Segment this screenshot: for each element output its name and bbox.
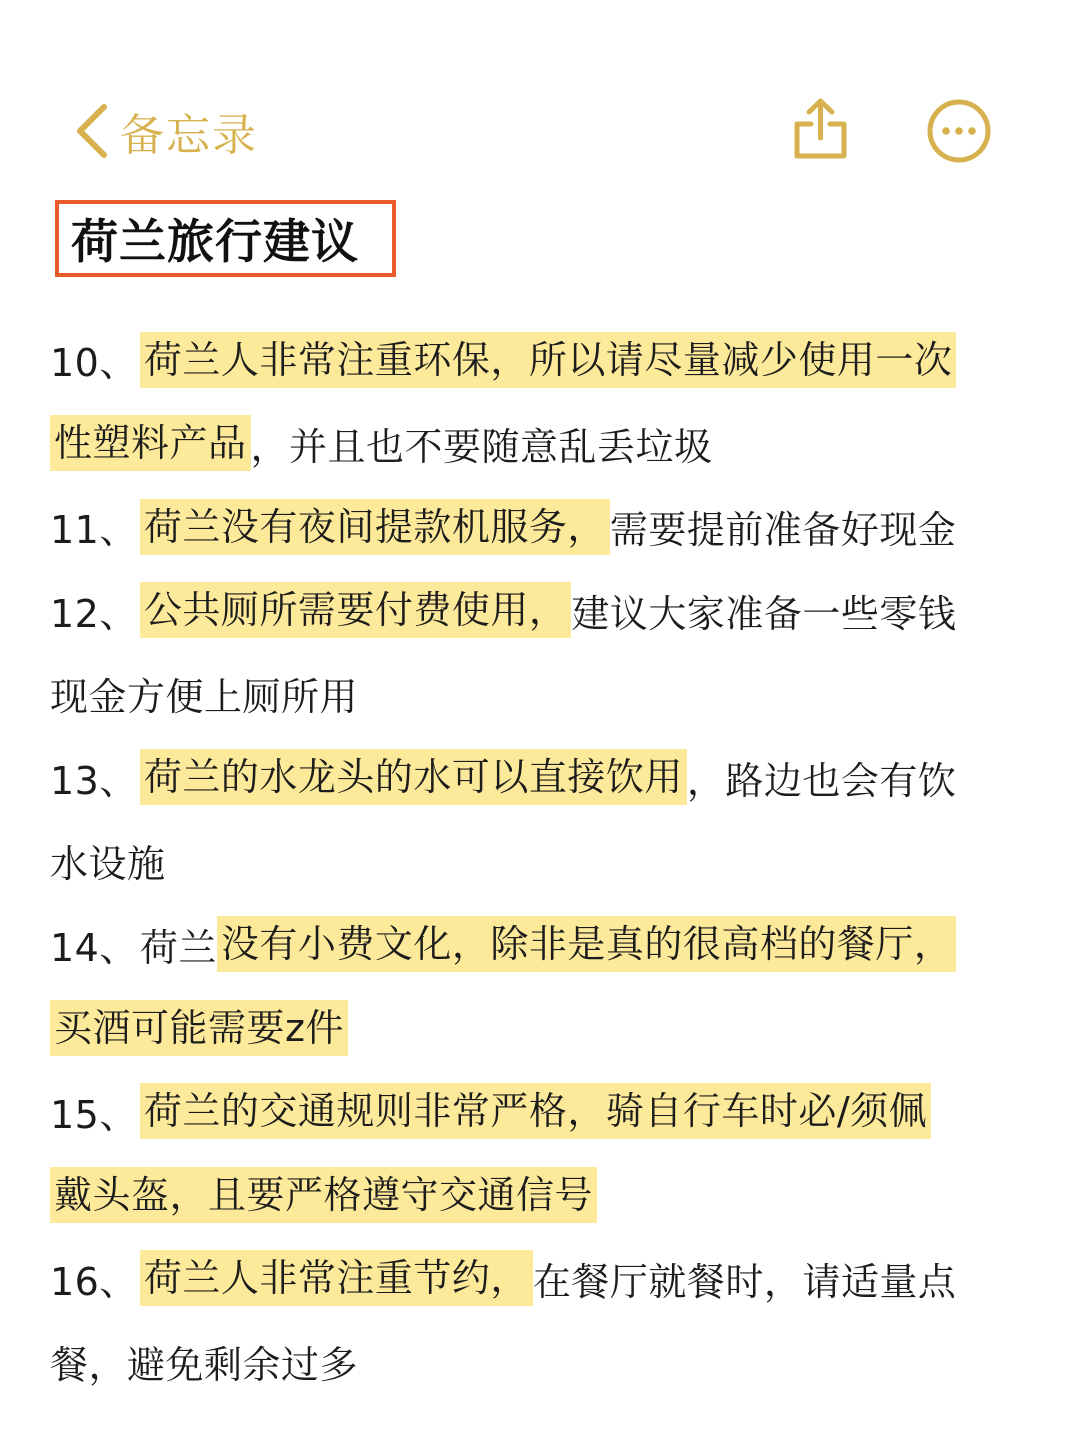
plain-text: 在餐厅就餐时，请适量点 [532,1259,957,1304]
plain-text: 现金方便上厕所用 [50,675,359,720]
tip-14-line-1 [50,903,1035,987]
note-title: 荷兰旅行建议 [71,215,359,270]
tip-number: 14、 [50,925,138,970]
plain-text: 建议大家准备一些零钱 [571,591,957,636]
tip-number: 12、 [50,591,138,636]
plain-text: 荷兰 [139,925,217,970]
highlighted-text: 荷兰的水龙头的水可以直接饮用 [140,749,687,805]
plain-text: ，并且也不要随意乱丢垃圾 [250,424,713,469]
tip-number: 15、 [50,1092,138,1137]
highlighted-text: 荷兰没有夜间提款机服务， [140,499,610,555]
highlighted-text: 性塑料产品 [50,415,251,471]
back-button[interactable] [72,96,258,166]
note-title-box [55,200,396,277]
highlighted-text: 没有小费文化，除非是真的很高档的餐厅， [217,916,957,972]
tip-number: 16、 [50,1259,138,1304]
highlighted-text: 买酒可能需要z件 [50,1000,348,1056]
navigation-bar [0,0,1080,200]
highlighted-text: 荷兰的交通规则非常严格，骑自行车时必/须佩 [140,1083,931,1139]
tip-13-line-2 [50,819,1035,903]
highlighted-text: 荷兰人非常注重环保，所以请尽量减少使用一次 [140,332,957,388]
tip-10-line-1 [50,318,1035,402]
tip-number: 13、 [50,758,138,803]
share-button[interactable] [790,96,852,166]
tip-number: 10、 [50,341,138,386]
plain-text: ，路边也会有饮 [686,758,957,803]
tip-12-line-1 [50,569,1035,653]
plain-text: 餐，避免剩余过多 [50,1343,359,1388]
highlighted-text: 公共厕所需要付费使用， [140,582,572,638]
note-body[interactable] [50,318,1035,1404]
tip-12-line-2 [50,652,1035,736]
share-icon [790,96,852,166]
tip-number: 11、 [50,508,138,553]
highlighted-text: 荷兰人非常注重节约， [140,1250,533,1306]
plain-text: 需要提前准备好现金 [609,508,957,553]
back-label: 备忘录 [120,110,258,161]
tip-16-line-1 [50,1237,1035,1321]
tip-15-line-2 [50,1153,1035,1237]
more-options-button[interactable] [926,98,992,164]
tip-16-line-2 [50,1320,1035,1404]
plain-text: 水设施 [50,842,166,887]
tip-10-line-2 [50,402,1035,486]
tip-11-line-1 [50,485,1035,569]
chevron-left-icon [72,101,112,161]
tip-13-line-1 [50,736,1035,820]
tip-14-line-2 [50,986,1035,1070]
tip-15-line-1 [50,1070,1035,1154]
highlighted-text: 戴头盔，且要严格遵守交通信号 [50,1167,597,1223]
more-icon [926,98,992,164]
